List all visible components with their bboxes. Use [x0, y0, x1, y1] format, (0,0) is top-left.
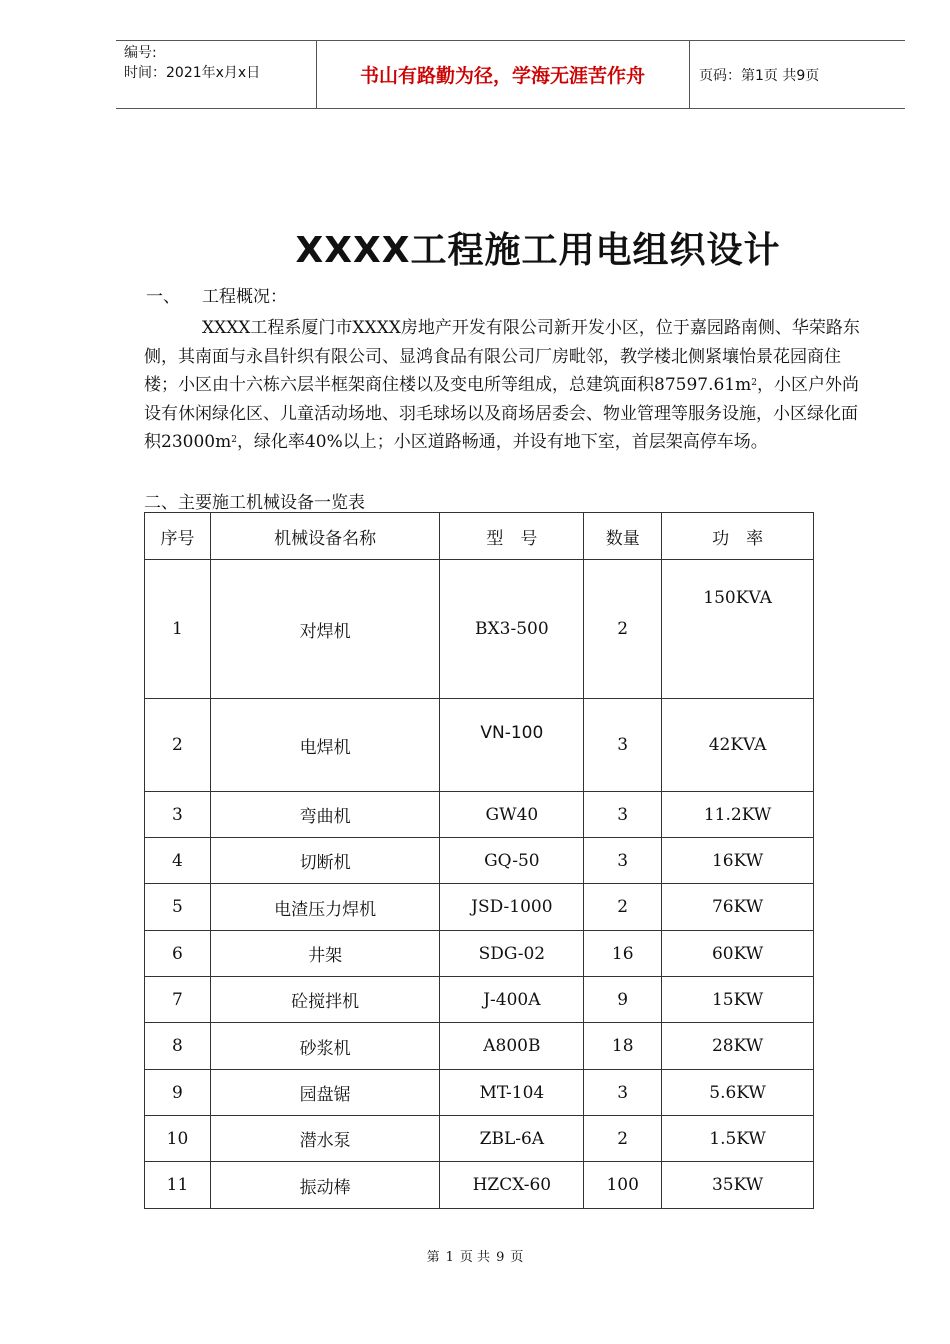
equipment-table — [144, 512, 814, 1209]
row-power: 60KW — [662, 931, 814, 977]
page-header — [116, 40, 905, 109]
row-power: 42KVA — [662, 699, 814, 792]
overview-text-2: ，小区户外尚设有休闲绿化区、儿童活动场地、羽毛球场以及商场居委会、物业管理等服务设施，小区绿化面积23000m — [144, 375, 859, 452]
row-model: HZCX-60 — [440, 1162, 584, 1209]
row-index: 1 — [145, 560, 211, 699]
header-time: 时间：2021年x月x日 — [124, 65, 261, 81]
row-index: 10 — [145, 1116, 211, 1162]
row-model: GQ-50 — [440, 838, 584, 884]
row-quantity: 18 — [584, 1023, 662, 1070]
overview-text-1: XXXX工程系厦门市XXXX房地产开发有限公司新开发小区，位于嘉园路南侧、华荣路东侧，其南面与永昌针织有限公司、显鸿食品有限公司厂房毗邻，教学楼北侧紧壤怡景花园商住楼；小区由十六栋六层半框架商住楼以及变电所等组成，总建筑面积87597.61m — [144, 318, 860, 395]
row-index: 4 — [145, 838, 211, 884]
table-row — [145, 884, 814, 931]
row-index: 8 — [145, 1023, 211, 1070]
row-index: 2 — [145, 699, 211, 792]
row-name: 砂浆机 — [210, 1023, 440, 1070]
row-name: 潜水泵 — [210, 1116, 440, 1162]
row-power: 11.2KW — [662, 792, 814, 838]
row-quantity: 9 — [584, 977, 662, 1023]
row-name: 电渣压力焊机 — [210, 884, 440, 931]
row-quantity: 2 — [584, 1116, 662, 1162]
row-quantity: 2 — [584, 884, 662, 931]
footer-pre: 第 — [426, 1250, 440, 1265]
row-name: 砼搅拌机 — [210, 977, 440, 1023]
row-power: 35KW — [662, 1162, 814, 1209]
row-index: 7 — [145, 977, 211, 1023]
footer-page-number: 1 — [445, 1250, 454, 1265]
row-quantity: 3 — [584, 838, 662, 884]
row-quantity: 3 — [584, 699, 662, 792]
section-1-number: 一、 — [146, 287, 180, 307]
row-quantity: 3 — [584, 792, 662, 838]
row-name: 对焊机 — [210, 560, 440, 699]
header-cell-index: 序号 — [145, 513, 211, 560]
row-model: GW40 — [440, 792, 584, 838]
row-model: SDG-02 — [440, 931, 584, 977]
table-row — [145, 1162, 814, 1209]
table-row — [145, 792, 814, 838]
row-index: 9 — [145, 1070, 211, 1116]
row-power: 76KW — [662, 884, 814, 931]
row-name: 弯曲机 — [210, 792, 440, 838]
table-header-row — [145, 513, 814, 560]
row-power: 1.5KW — [662, 1116, 814, 1162]
row-model: BX3-500 — [440, 560, 584, 699]
row-power: 150KVA — [662, 560, 814, 699]
row-index: 5 — [145, 884, 211, 931]
overview-paragraph — [144, 314, 872, 457]
header-motto: 书山有路勤为径，学海无涯苦作舟 — [316, 41, 690, 108]
table-row — [145, 1023, 814, 1070]
table-row — [145, 931, 814, 977]
row-name: 电焊机 — [210, 699, 440, 792]
footer-total-pages: 9 — [496, 1250, 505, 1265]
row-quantity: 3 — [584, 1070, 662, 1116]
table-row — [145, 560, 814, 699]
table-row — [145, 838, 814, 884]
row-power: 5.6KW — [662, 1070, 814, 1116]
row-index: 11 — [145, 1162, 211, 1209]
overview-text-3: ，绿化率40%以上；小区道路畅通，并设有地下室，首层架高停车场。 — [236, 432, 768, 452]
row-model: JSD-1000 — [440, 884, 584, 931]
row-power: 16KW — [662, 838, 814, 884]
document-title: XXXX工程施工用电组织设计 — [295, 230, 781, 271]
row-model: MT-104 — [440, 1070, 584, 1116]
header-cell-model: 型 号 — [440, 513, 584, 560]
header-meta — [116, 41, 317, 108]
row-model: A800B — [440, 1023, 584, 1070]
page-footer — [0, 1246, 950, 1265]
table-row — [145, 699, 814, 792]
section-1-heading — [146, 282, 287, 307]
row-power: 15KW — [662, 977, 814, 1023]
row-quantity: 2 — [584, 560, 662, 699]
section-2-heading: 二、主要施工机械设备一览表 — [144, 493, 365, 513]
row-model: ZBL-6A — [440, 1116, 584, 1162]
row-name: 井架 — [210, 931, 440, 977]
section-1-title: 工程概况： — [202, 287, 287, 307]
header-cell-power: 功 率 — [662, 513, 814, 560]
header-page-info: 页码：第1页 共9页 — [699, 67, 820, 84]
footer-post: 页 — [510, 1250, 524, 1265]
row-quantity: 16 — [584, 931, 662, 977]
row-quantity: 100 — [584, 1162, 662, 1209]
header-cell-quantity: 数量 — [584, 513, 662, 560]
footer-mid: 页 共 — [459, 1250, 491, 1265]
row-name: 园盘锯 — [210, 1070, 440, 1116]
row-name: 切断机 — [210, 838, 440, 884]
row-model: VN-100 — [440, 699, 584, 792]
row-index: 6 — [145, 931, 211, 977]
table-row — [145, 1070, 814, 1116]
row-index: 3 — [145, 792, 211, 838]
superscript-2: 2 — [751, 378, 757, 388]
header-cell-name: 机械设备名称 — [210, 513, 440, 560]
row-power: 28KW — [662, 1023, 814, 1070]
row-name: 振动棒 — [210, 1162, 440, 1209]
table-row — [145, 977, 814, 1023]
row-model: J-400A — [440, 977, 584, 1023]
table-row — [145, 1116, 814, 1162]
superscript-2: 2 — [231, 435, 237, 445]
header-number: 编号: — [124, 45, 157, 61]
